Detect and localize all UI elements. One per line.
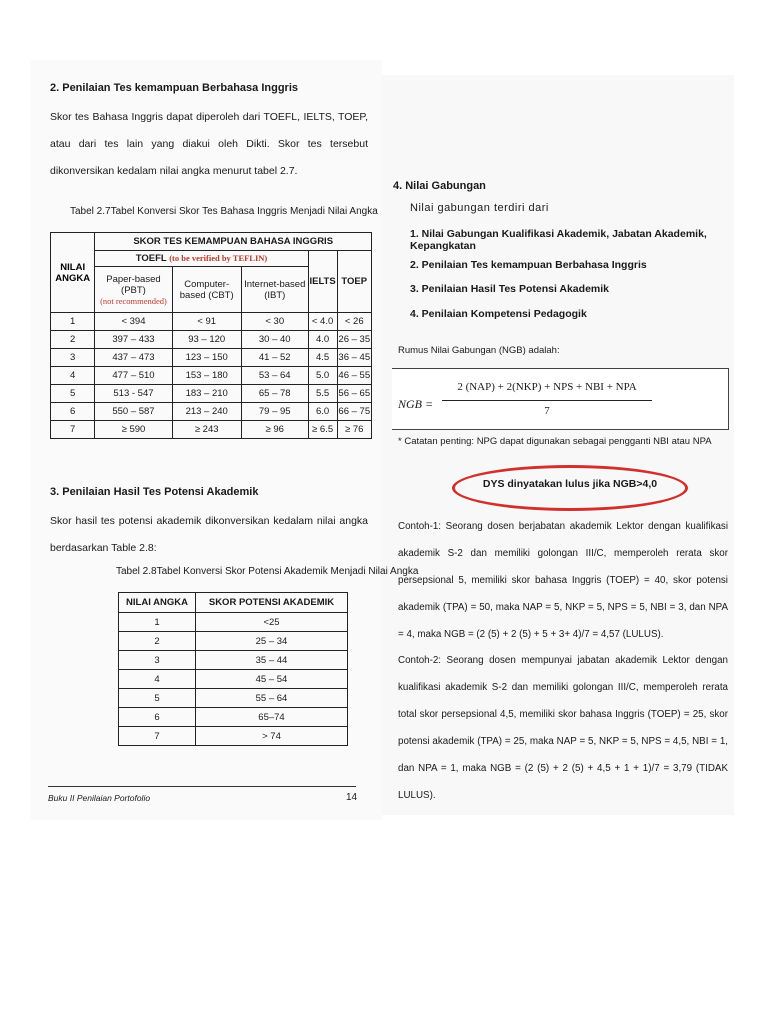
- table-row: [51, 403, 372, 421]
- list-item: 4. Penilaian Kompetensi Pedagogik: [410, 308, 587, 320]
- section-2-paragraph: Skor tes Bahasa Inggris dapat diperoleh dari TOEFL, IELTS, TOEP, atau dari tes lain yang diakui oleh Dikti. Skor tes tersebut dikonversikan kedalam nilai angka menurut tabel 2.7.: [50, 111, 368, 177]
- table-cell: 550 – 587: [95, 403, 172, 421]
- table-cell: <25: [196, 613, 348, 632]
- table-cell: 5: [51, 385, 95, 403]
- table-cell: ≥ 590: [95, 421, 172, 439]
- example-2: Contoh-2: Seorang dosen mempunyai jabatan akademik Lektor dengan kualifikasi akademik S-2 dan memiliki golongan III/C, memperoleh rerata total skor persepsional 4,5, memiliki skor bahasa Inggris (TOEP) = 25, skor potensi akademik (TPA) = 25, maka NAP = 5, NKP = 5, NPS = 4,5, NBI = 1, dan NPA = 1, maka NGB = (2 (5) + 2 (5) + 4,5 + 1 + 1)/7 = 3,79 (TIDAK LULUS).: [398, 655, 728, 801]
- table-cell: < 91: [172, 313, 241, 331]
- ibt-header: Internet-based (IBT): [241, 267, 308, 313]
- formula-denominator: 7: [544, 405, 550, 417]
- table-cell: ≥ 76: [337, 421, 371, 439]
- table-cell: 53 – 64: [241, 367, 308, 385]
- table-cell: 45 – 54: [196, 670, 348, 689]
- list-item: 3. Penilaian Hasil Tes Potensi Akademik: [410, 283, 609, 295]
- table-cell: 6: [51, 403, 95, 421]
- col-nilai-angka: NILAI ANGKA: [119, 593, 196, 613]
- table-2-7-caption: Tabel 2.7Tabel Konversi Skor Tes Bahasa Inggris Menjadi Nilai Angka: [70, 206, 378, 217]
- pbt-header: [95, 267, 172, 313]
- table-cell: 56 – 65: [337, 385, 371, 403]
- table-cell: 55 – 64: [196, 689, 348, 708]
- table-cell: 65 – 78: [241, 385, 308, 403]
- table-cell: < 30: [241, 313, 308, 331]
- table-row: [119, 651, 348, 670]
- table-cell: 183 – 210: [172, 385, 241, 403]
- formula-lhs: NGB =: [398, 397, 434, 411]
- table-row: [51, 313, 372, 331]
- page-number: 14: [346, 792, 358, 803]
- table-cell: ≥ 6.5: [308, 421, 337, 439]
- formula-numerator: 2 (NAP) + 2(NKP) + NPS + NBI + NPA: [457, 381, 637, 393]
- note: * Catatan penting: NPG dapat digunakan sebagai pengganti NBI atau NPA: [398, 436, 712, 447]
- table-row: [119, 727, 348, 746]
- table-cell: 35 – 44: [196, 651, 348, 670]
- table-2-7-body: [51, 313, 372, 439]
- table-row: [119, 613, 348, 632]
- table-cell: < 394: [95, 313, 172, 331]
- formula-intro: Rumus Nilai Gabungan (NGB) adalah:: [398, 345, 560, 356]
- table-cell: 25 – 34: [196, 632, 348, 651]
- table-cell: 3: [119, 651, 196, 670]
- table-cell: 5: [119, 689, 196, 708]
- toefl-note: (to be verified by TEFLIN): [169, 253, 268, 263]
- table-2-7: [50, 232, 372, 439]
- table-row: [119, 632, 348, 651]
- table-cell: 513 - 547: [95, 385, 172, 403]
- table-cell: 93 – 120: [172, 331, 241, 349]
- table-cell: < 4.0: [308, 313, 337, 331]
- table-cell: 437 – 473: [95, 349, 172, 367]
- table-2-8-body: [119, 613, 348, 746]
- table-cell: 153 – 180: [172, 367, 241, 385]
- table-row: [119, 689, 348, 708]
- table-cell: 1: [119, 613, 196, 632]
- toep-header: TOEP: [337, 251, 371, 313]
- table-cell: 3: [51, 349, 95, 367]
- table-row: [51, 349, 372, 367]
- fraction-bar: [442, 400, 652, 401]
- section-2-title: 2. Penilaian Tes kemampuan Berbahasa Inggris: [50, 82, 298, 94]
- example-1: Contoh-1: Seorang dosen berjabatan akademik Lektor dengan kualifikasi akademik S-2 dan memiliki golongan III/C, memperoleh rerata skor persepsional 5, memiliki skor bahasa Inggris (TOEP) = 40, skor potensi akademik (TPA) = 50, maka NAP = 5, NKP = 5, NPS = 5, NBI = 3, dan NPA = 4, maka NGB = (2 (5) + 2 (5) + 5 + 3+ 4)/7 = 4,57 (LULUS).: [398, 521, 728, 640]
- ielts-header: IELTS: [308, 251, 337, 313]
- pbt-note: (not recommended): [100, 295, 167, 306]
- table-cell: ≥ 243: [172, 421, 241, 439]
- table-cell: 477 – 510: [95, 367, 172, 385]
- table-cell: 2: [119, 632, 196, 651]
- section-3-paragraph: Skor hasil tes potensi akademik dikonversikan kedalam nilai angka berdasarkan Table 2.8:: [50, 515, 368, 554]
- table-cell: 7: [119, 727, 196, 746]
- table-cell: 79 – 95: [241, 403, 308, 421]
- formula-box: [392, 368, 729, 430]
- table-cell: 4.5: [308, 349, 337, 367]
- table-cell: 213 – 240: [172, 403, 241, 421]
- pbt-label: Paper-based (PBT): [106, 273, 161, 296]
- toefl-label: TOEFL: [135, 253, 167, 264]
- table-cell: 36 – 45: [337, 349, 371, 367]
- table-cell: 2: [51, 331, 95, 349]
- table-cell: 397 – 433: [95, 331, 172, 349]
- table-cell: 41 – 52: [241, 349, 308, 367]
- table-cell: 5.5: [308, 385, 337, 403]
- section-4-title: 4. Nilai Gabungan: [393, 180, 486, 192]
- table-cell: 46 – 55: [337, 367, 371, 385]
- footer-rule: [48, 786, 356, 787]
- table-row: [119, 670, 348, 689]
- table-cell: 4: [51, 367, 95, 385]
- footer-text: Buku II Penilaian Portofolio: [48, 793, 151, 803]
- table-cell: 4: [119, 670, 196, 689]
- col-skor-potensi: SKOR POTENSI AKADEMIK: [196, 593, 348, 613]
- table-row: [51, 421, 372, 439]
- table-cell: 5.0: [308, 367, 337, 385]
- cbt-header: Computer-based (CBT): [172, 267, 241, 313]
- table-row: [51, 331, 372, 349]
- table-row: [51, 367, 372, 385]
- table-2-8: [118, 592, 348, 746]
- group-header: SKOR TES KEMAMPUAN BAHASA INGGRIS: [95, 233, 372, 251]
- table-cell: 26 – 35: [337, 331, 371, 349]
- table-cell: 66 – 75: [337, 403, 371, 421]
- table-cell: 65–74: [196, 708, 348, 727]
- section-4-intro: Nilai gabungan terdiri dari: [410, 202, 549, 214]
- table-cell: 6: [119, 708, 196, 727]
- section-3-title: 3. Penilaian Hasil Tes Potensi Akademik: [50, 486, 259, 498]
- table-cell: 1: [51, 313, 95, 331]
- list-item: 2. Penilaian Tes kemampuan Berbahasa Inggris: [410, 259, 647, 271]
- table-cell: 123 – 150: [172, 349, 241, 367]
- table-cell: 6.0: [308, 403, 337, 421]
- table-cell: 7: [51, 421, 95, 439]
- list-item: 1. Nilai Gabungan Kualifikasi Akademik, Jabatan Akademik, Kepangkatan: [410, 228, 707, 252]
- pass-rule: DYS dinyatakan lulus jika NGB>4,0: [482, 478, 658, 490]
- table-row: [51, 385, 372, 403]
- table-2-8-caption: Tabel 2.8Tabel Konversi Skor Potensi Akademik Menjadi Nilai Angka: [116, 566, 419, 577]
- table-row: [119, 708, 348, 727]
- table-cell: ≥ 96: [241, 421, 308, 439]
- table-cell: 30 – 40: [241, 331, 308, 349]
- table-cell: > 74: [196, 727, 348, 746]
- table-cell: 4.0: [308, 331, 337, 349]
- col-nilai-angka: NILAI ANGKA: [51, 233, 95, 313]
- table-cell: < 26: [337, 313, 371, 331]
- toefl-header: [95, 251, 308, 267]
